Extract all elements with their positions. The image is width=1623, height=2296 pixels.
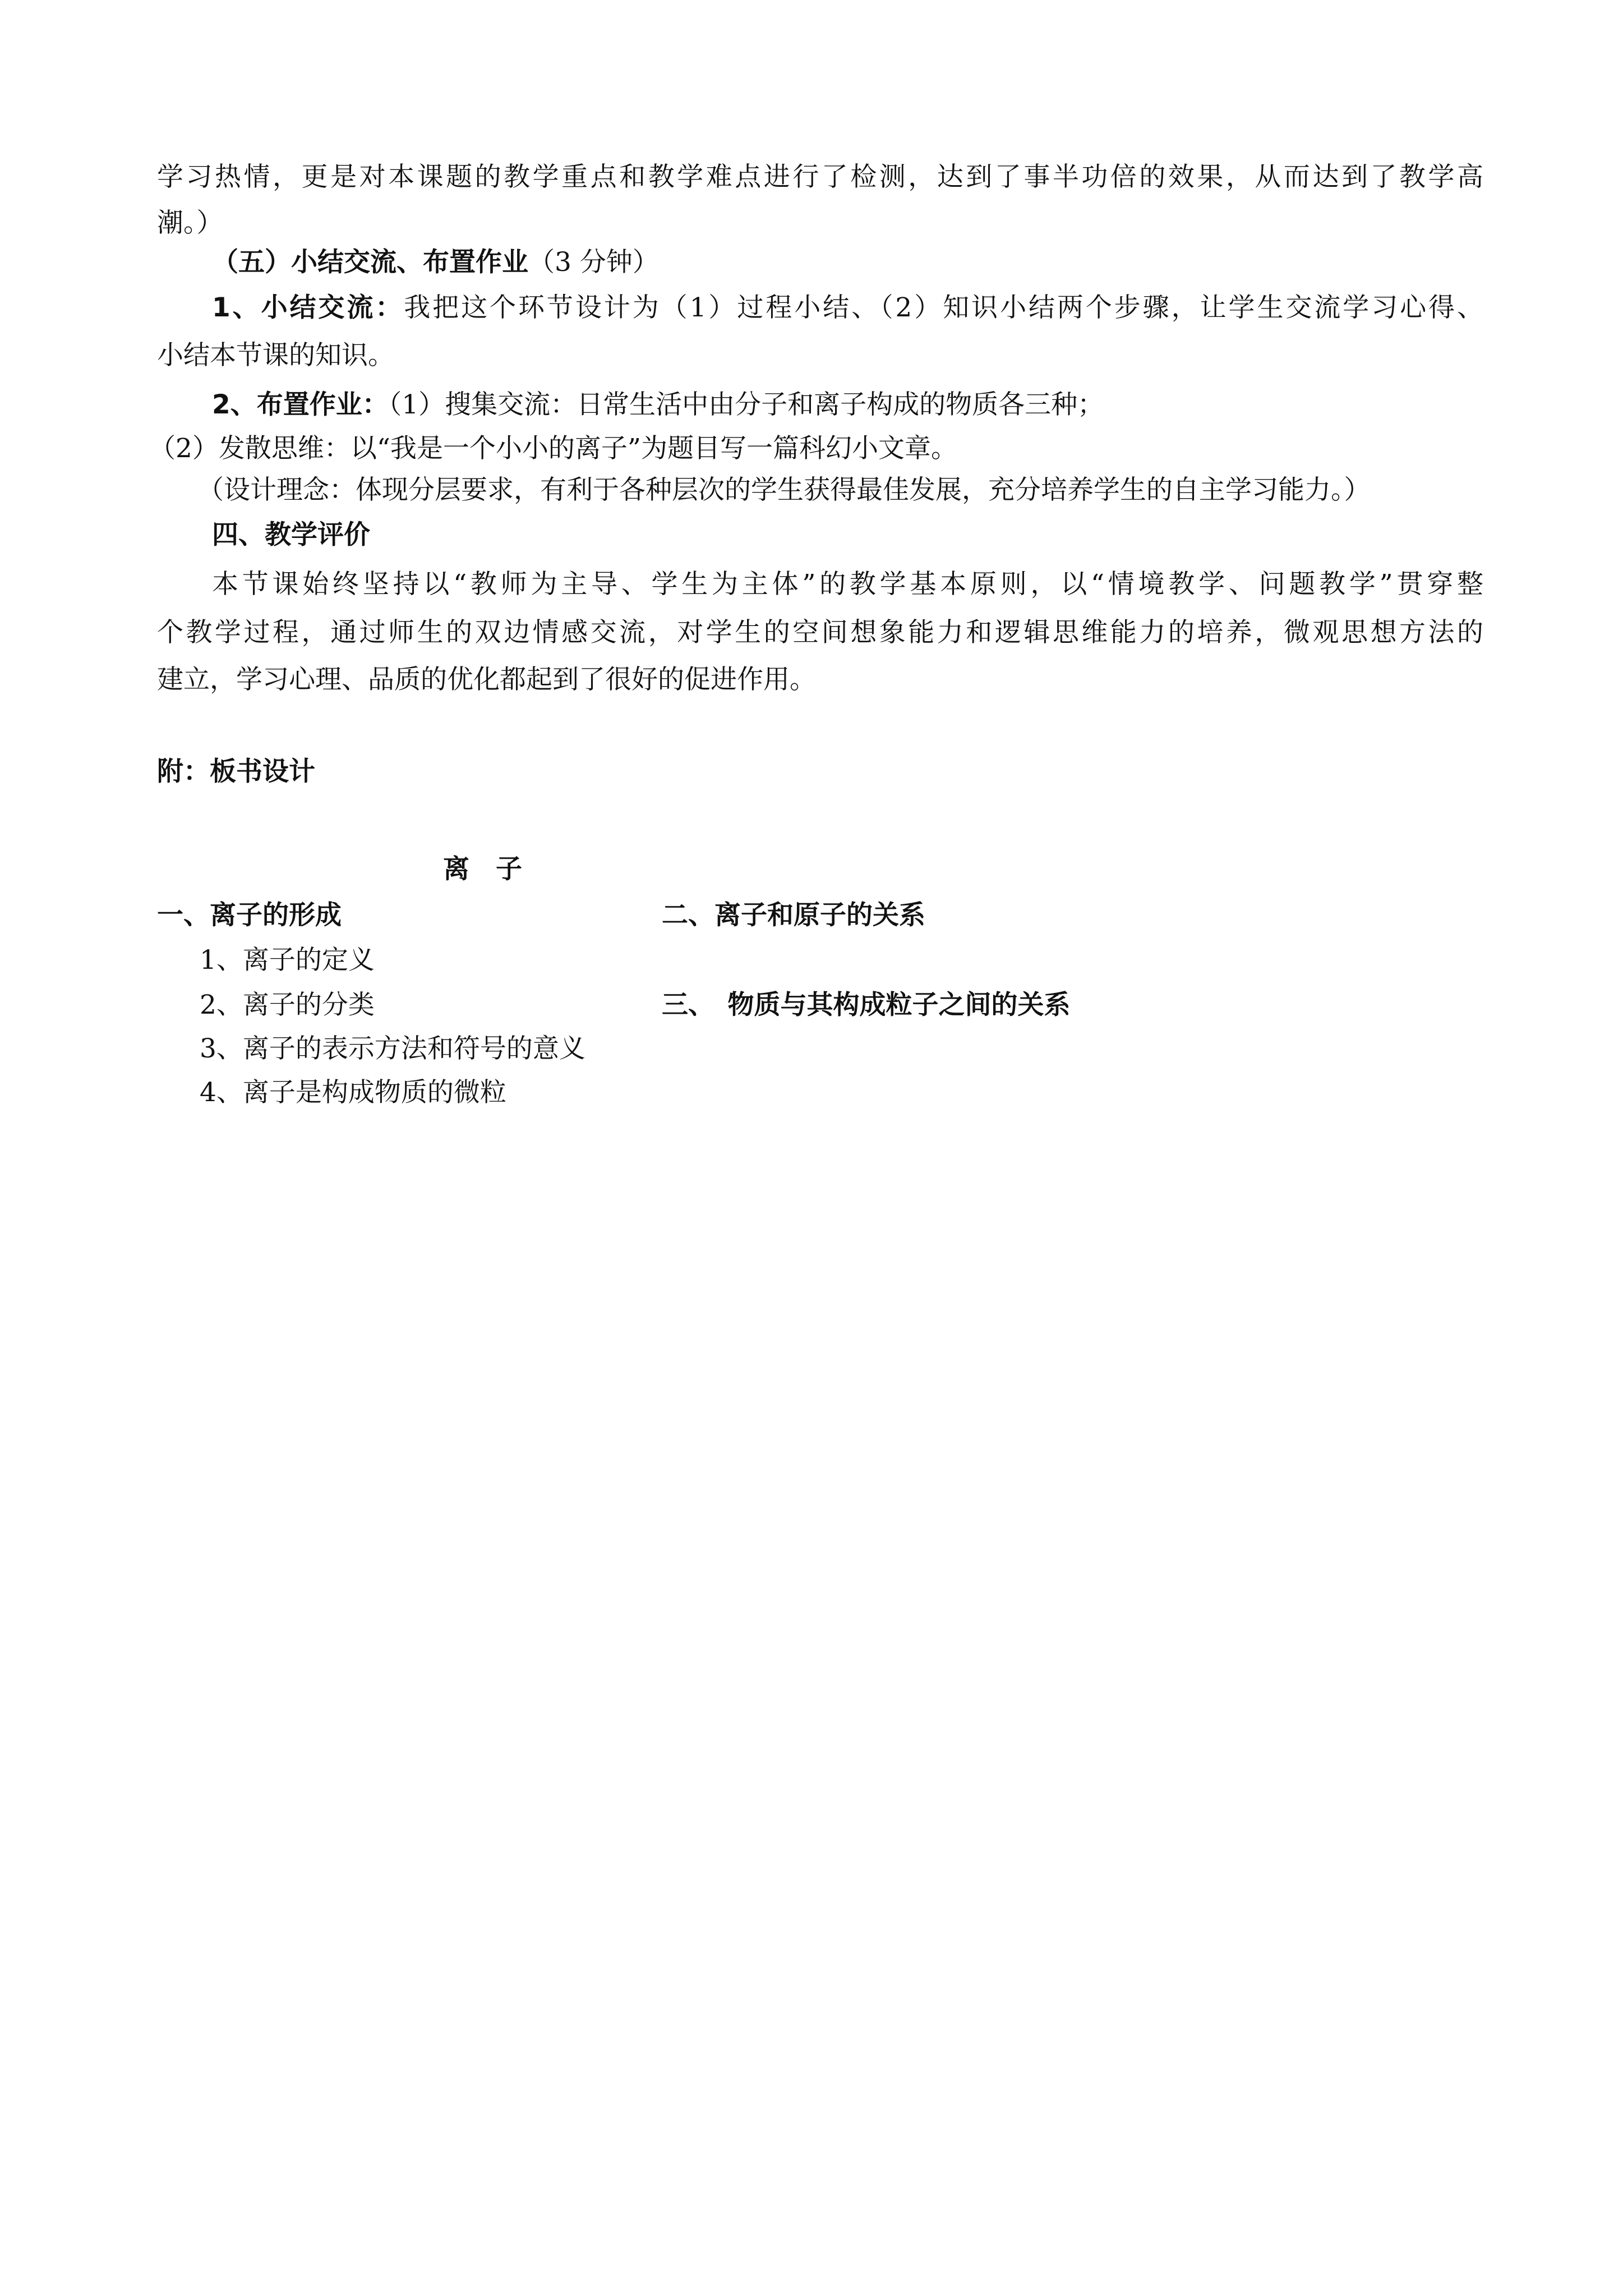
board-col2-heading: 二、离子和原子的关系 (662, 900, 925, 931)
appendix-heading: 附：板书设计 (157, 756, 315, 787)
board-list-item: 4、离子是构成物质的微粒 (200, 1077, 506, 1108)
paragraph-line: 本节课始终坚持以“教师为主导、学生为主体”的教学基本原则，以“情境教学、问题教学”贯穿整 (212, 569, 1483, 600)
item-text: （1）搜集交流：日常生活中由分子和离子构成的物质各三种； (388, 389, 1104, 420)
section-heading: 四、教学评价 (212, 519, 370, 550)
board-list-item: 1、离子的定义 (200, 945, 375, 976)
item-text: 我把这个环节设计为（1）过程小结、（2）知识小结两个步骤，让学生交流学习心得、 (404, 292, 1483, 323)
design-note: （设计理念：体现分层要求，有利于各种层次的学生获得最佳发展，充分培养学生的自主学习能力。） (197, 475, 1371, 505)
paragraph-line: 潮。） (157, 208, 223, 238)
board-col2-heading: 三、 物质与其构成粒子之间的关系 (662, 990, 1071, 1020)
board-list-item: 3、离子的表示方法和符号的意义 (200, 1033, 585, 1064)
item-label: 1、小结交流： (212, 292, 404, 323)
list-item (157, 290, 1483, 326)
list-item (157, 387, 1538, 423)
section-heading (157, 245, 1538, 280)
item-label: 2、布置作业： (212, 389, 389, 420)
paragraph-line: 建立，学习心理、品质的优化都起到了很好的促进作用。 (157, 664, 816, 695)
paragraph-line: 个教学过程，通过师生的双边情感交流，对学生的空间想象能力和逻辑思维能力的培养，微观思想方法的 (157, 617, 1483, 648)
paragraph-line: 小结本节课的知识。 (157, 340, 394, 371)
document-page (149, 0, 1483, 2296)
paragraph-line: （2）发散思维：以“我是一个小小的离子”为题目写一篇科幻小文章。 (149, 433, 957, 464)
board-col1-heading: 一、离子的形成 (157, 900, 342, 931)
section-heading-time: （3 分钟） (528, 247, 659, 278)
board-title: 离 子 (443, 854, 522, 885)
section-heading-title: （五）小结交流、布置作业 (212, 247, 528, 278)
paragraph-line: 学习热情，更是对本课题的教学重点和教学难点进行了检测，达到了事半功倍的效果，从而达到了教学高 (157, 162, 1483, 192)
board-list-item: 2、离子的分类 (200, 990, 375, 1020)
